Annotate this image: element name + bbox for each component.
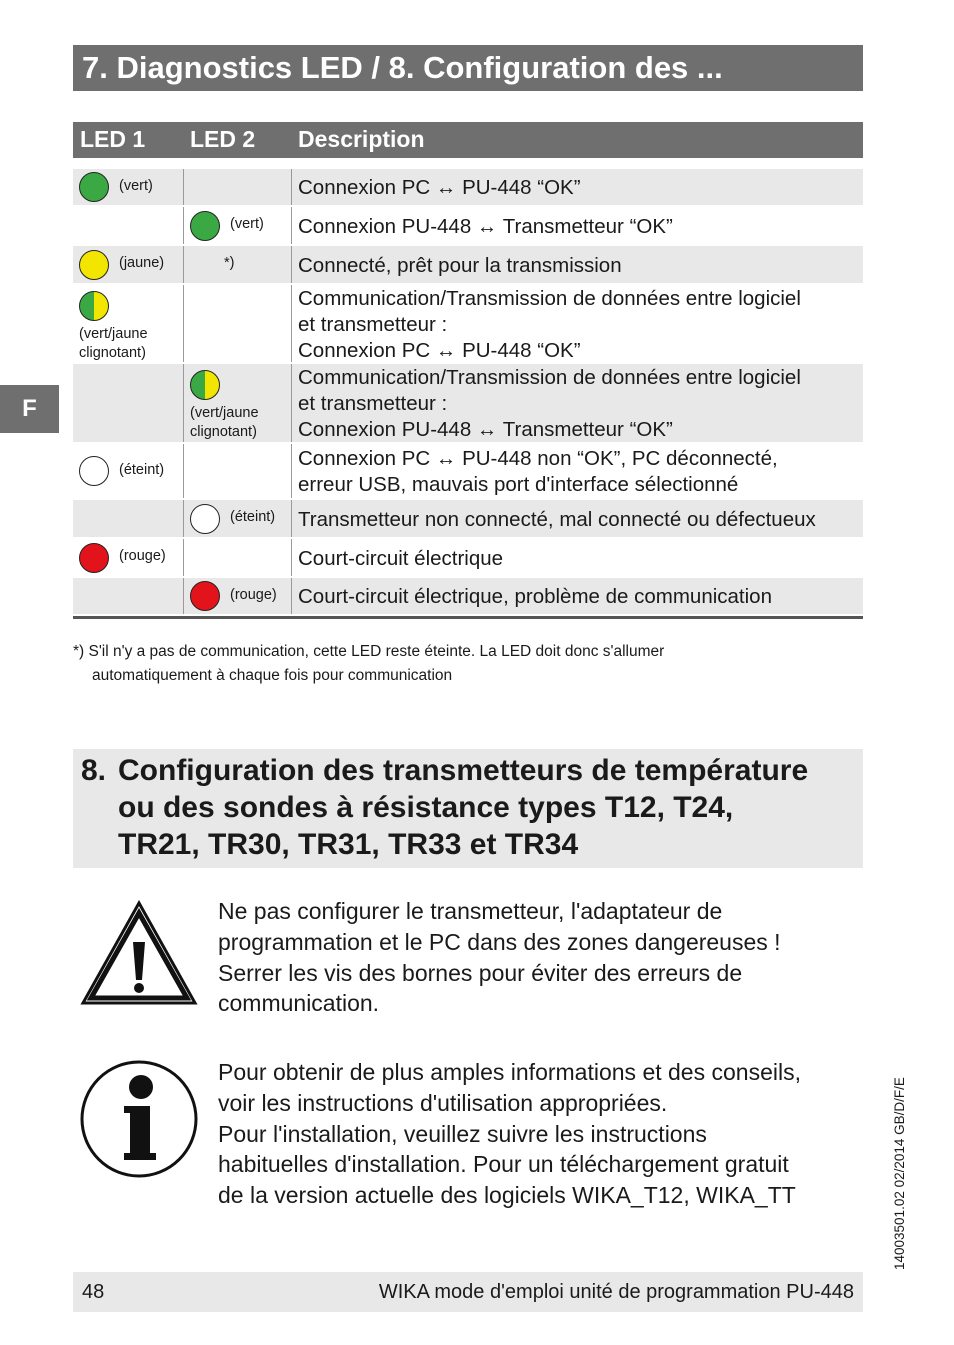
description-line: Communication/Transmission de données entre logiciel (298, 366, 801, 389)
led2-label: (éteint) (230, 509, 276, 525)
led2-label: (rouge) (230, 587, 277, 603)
table-row (73, 500, 863, 539)
description-line: Court-circuit électrique (298, 547, 504, 570)
description-cell (291, 500, 863, 537)
table-row (73, 364, 863, 444)
description-line: Communication/Transmission de données entre logiciel (298, 287, 801, 310)
description-line: erreur USB, mauvais port d'interface sélectionné (298, 473, 739, 496)
header-led1: LED 1 (80, 126, 146, 152)
led-green-yellow-icon (79, 291, 109, 321)
footer (73, 1272, 863, 1312)
led1-label: (éteint) (119, 462, 165, 478)
language-tab: F (0, 385, 59, 433)
led1-cell (73, 246, 183, 283)
led2-label: (vert) (230, 216, 264, 232)
document-code: 14003501.02 02/2014 GB/D/F/E (892, 1077, 907, 1270)
table-row (73, 207, 863, 246)
led1-cell (73, 285, 183, 362)
footnote-line1: *) S'il n'y a pas de communication, cette LED reste éteinte. La LED doit donc s'allumer (73, 643, 665, 660)
description-line: Connexion PU-448 ↔ Transmetteur “OK” (298, 215, 673, 238)
warning-text (218, 896, 863, 1019)
section-8-title-line: Configuration des transmetteurs de température (118, 754, 809, 787)
led-off-icon (190, 504, 220, 534)
led-off-icon (79, 456, 109, 486)
led1-cell (73, 539, 183, 576)
led2-cell (183, 246, 292, 283)
led-table (73, 122, 863, 619)
info-line: Pour l'installation, veuillez suivre les instructions (218, 1120, 707, 1147)
led1-cell (73, 444, 183, 498)
description-line: Connecté, prêt pour la transmission (298, 254, 622, 277)
description-cell (291, 246, 863, 283)
description-cell (291, 444, 863, 498)
description-line: Connexion PC ↔ PU-448 non “OK”, PC déconnecté, (298, 447, 778, 470)
led1-label: (vert/jaune clignotant) (79, 326, 148, 361)
led1-cell (73, 364, 183, 442)
section-8-title-line: ou des sondes à résistance types T12, T24, (118, 791, 734, 824)
led2-cell (183, 207, 292, 244)
description-cell (291, 207, 863, 244)
led1-label: (jaune) (119, 255, 165, 271)
led2-cell (183, 285, 292, 362)
description-cell (291, 578, 863, 614)
led2-cell (183, 578, 292, 614)
warning-triangle-icon (80, 900, 198, 1006)
description-line: et transmetteur : (298, 313, 448, 336)
info-line: Pour obtenir de plus amples informations et des conseils, (218, 1059, 801, 1085)
led2-label: (vert/jaune clignotant) (190, 405, 259, 440)
led-yellow-icon (79, 250, 109, 280)
description-line: Connexion PC ↔ PU-448 “OK” (298, 176, 581, 199)
led2-cell (183, 364, 292, 442)
warning-line: Serrer les vis des bornes pour éviter des erreurs de (218, 959, 743, 986)
section-7-title: 7. Diagnostics LED / 8. Configuration des ... (73, 45, 863, 91)
led1-label: (rouge) (119, 548, 166, 564)
led2-cell (183, 169, 292, 205)
table-row (73, 444, 863, 500)
table-row (73, 285, 863, 364)
header-description: Description (298, 126, 425, 152)
description-line: Transmetteur non connecté, mal connecté ou défectueux (298, 508, 816, 531)
table-header (73, 122, 863, 158)
warning-line: communication. (218, 990, 380, 1017)
header-led2: LED 2 (190, 126, 256, 152)
led2-cell (183, 539, 292, 576)
info-icon (80, 1060, 198, 1178)
info-line: habituelles d'installation. Pour un téléchargement gratuit (218, 1151, 789, 1178)
led1-cell (73, 578, 183, 614)
led2-cell (183, 444, 292, 498)
description-line: Connexion PU-448 ↔ Transmetteur “OK” (298, 418, 673, 441)
table-bottom-rule (73, 616, 863, 619)
led1-cell (73, 169, 183, 205)
table-row (73, 578, 863, 616)
description-cell (291, 364, 863, 442)
led-red-icon (190, 581, 220, 611)
warning-line: programmation et le PC dans des zones dangereuses ! (218, 928, 781, 955)
warning-line: Ne pas configurer le transmetteur, l'adaptateur de (218, 898, 723, 924)
info-line: voir les instructions d'utilisation appropriées. (218, 1089, 668, 1116)
footnote-line2: automatiquement à chaque fois pour communication (92, 667, 453, 684)
led-green-yellow-icon (190, 370, 220, 400)
description-cell (291, 285, 863, 362)
info-line: de la version actuelle des logiciels WIKA_T12, WIKA_TT (218, 1182, 796, 1209)
section-8-number: 8. (81, 754, 107, 787)
description-cell (291, 539, 863, 576)
page-number: 48 (82, 1281, 105, 1303)
led1-cell (73, 500, 183, 537)
table-row (73, 539, 863, 578)
description-line: Court-circuit électrique, problème de communication (298, 585, 772, 608)
led-green-icon (79, 172, 109, 202)
led1-cell (73, 207, 183, 244)
led-green-icon (190, 211, 220, 241)
table-row (73, 169, 863, 207)
led1-label: (vert) (119, 178, 153, 194)
footer-title: WIKA mode d'emploi unité de programmation PU-448 (378, 1281, 854, 1303)
led2-label: *) (224, 255, 235, 271)
description-line: Connexion PC ↔ PU-448 “OK” (298, 339, 581, 362)
info-text (218, 1057, 863, 1211)
led-red-icon (79, 543, 109, 573)
description-line: et transmetteur : (298, 392, 448, 415)
description-cell (291, 169, 863, 205)
section-8-title-line: TR21, TR30, TR31, TR33 et TR34 (118, 828, 579, 861)
table-row (73, 246, 863, 285)
led2-cell (183, 500, 292, 537)
footnote (73, 640, 863, 688)
